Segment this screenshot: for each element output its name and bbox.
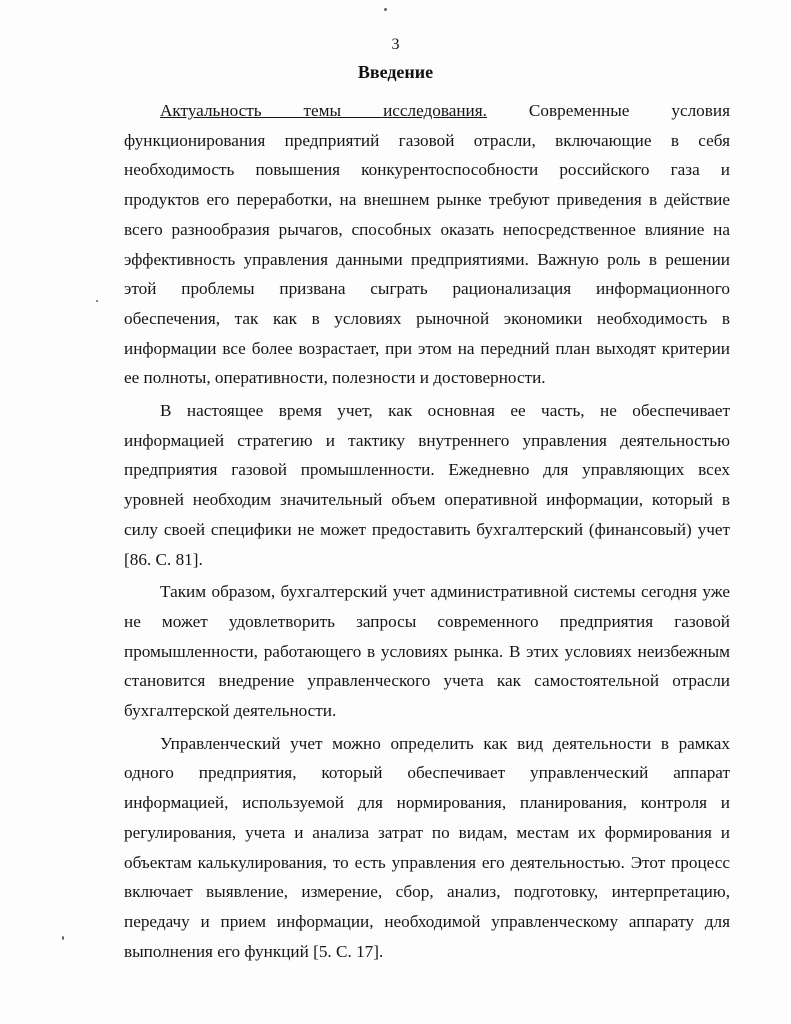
paragraph [124, 96, 730, 393]
scan-speck [96, 300, 98, 302]
text-line: ее полноты, оперативности, полезности и достоверности. [124, 368, 546, 388]
text-line: всего разнообразия рычагов, способных оказать непосредственное влияние на [124, 219, 730, 239]
text-line: эффективность управления данными предприятиями. Важную роль в решении [124, 249, 730, 269]
paragraph [124, 396, 730, 574]
paragraph [124, 577, 730, 726]
text-line: одного предприятия, который обеспечивает управленческий аппарат [124, 763, 730, 783]
paragraph-first-line [124, 96, 730, 126]
section-heading: Введение [357, 62, 434, 82]
text-line: информацией стратегию и тактику внутреннего управления деятельностью [124, 430, 730, 450]
text-line: информации все более возрастает, при этом на передний план выходят критерии [124, 338, 730, 358]
text-line: включает выявление, измерение, сбор, анализ, подготовку, интерпретацию, [124, 882, 730, 902]
text-line: продуктов его переработки, на внешнем рынке требуют приведения в действие [124, 190, 730, 210]
text-line: В настоящее время учет, как основная ее часть, не обеспечивает [160, 401, 730, 421]
text-line: необходимость повышения конкурентоспособности российского газа и [124, 160, 730, 180]
text-line: промышленности, работающего в условиях рынка. В этих условиях неизбежным [124, 641, 730, 661]
page-number: 3 [391, 36, 400, 53]
text-line: объектам калькулирования, то есть управления его деятельностью. Этот процесс [124, 852, 730, 872]
underlined-lead: Актуальность темы исследования. [160, 101, 487, 120]
text-line: уровней необходим значительный объем оперативной информации, который в [124, 490, 730, 510]
text-line: обеспечения, так как в условиях рыночной экономики необходимость в [124, 308, 730, 328]
text-line: силу своей специфики не может предоставить бухгалтерский (финансовый) учет [124, 519, 730, 539]
text-line: выполнения его функций [5. С. 17]. [124, 941, 384, 961]
text-line: бухгалтерской деятельности. [124, 701, 337, 721]
text-line: передачу и прием информации, необходимой управленческому аппарату для [124, 911, 730, 931]
text-line: Таким образом, бухгалтерский учет административной системы сегодня уже [160, 582, 730, 602]
text-line: Современные условия [486, 101, 730, 120]
text-line: этой проблемы призвана сыграть рационализация информационного [124, 279, 730, 299]
text-line: регулирования, учета и анализа затрат по видам, местам их формирования и [124, 822, 730, 842]
scan-speck [62, 936, 64, 940]
text-line: Управленческий учет можно определить как вид деятельности в рамках [160, 733, 730, 753]
body-text [124, 96, 730, 966]
text-line: становится внедрение управленческого учета как самостоятельной отрасли [124, 671, 730, 691]
text-line: [86. С. 81]. [124, 549, 203, 569]
text-line: предприятия газовой промышленности. Ежедневно для управляющих всех [124, 460, 730, 480]
paragraph [124, 729, 730, 967]
text-line: не может удовлетворить запросы современного предприятия газовой [124, 611, 730, 631]
text-line: информацией, используемой для нормирования, планирования, контроля и [124, 793, 730, 813]
scan-speck [384, 8, 387, 11]
text-line: функционирования предприятий газовой отрасли, включающие в себя [124, 130, 730, 150]
